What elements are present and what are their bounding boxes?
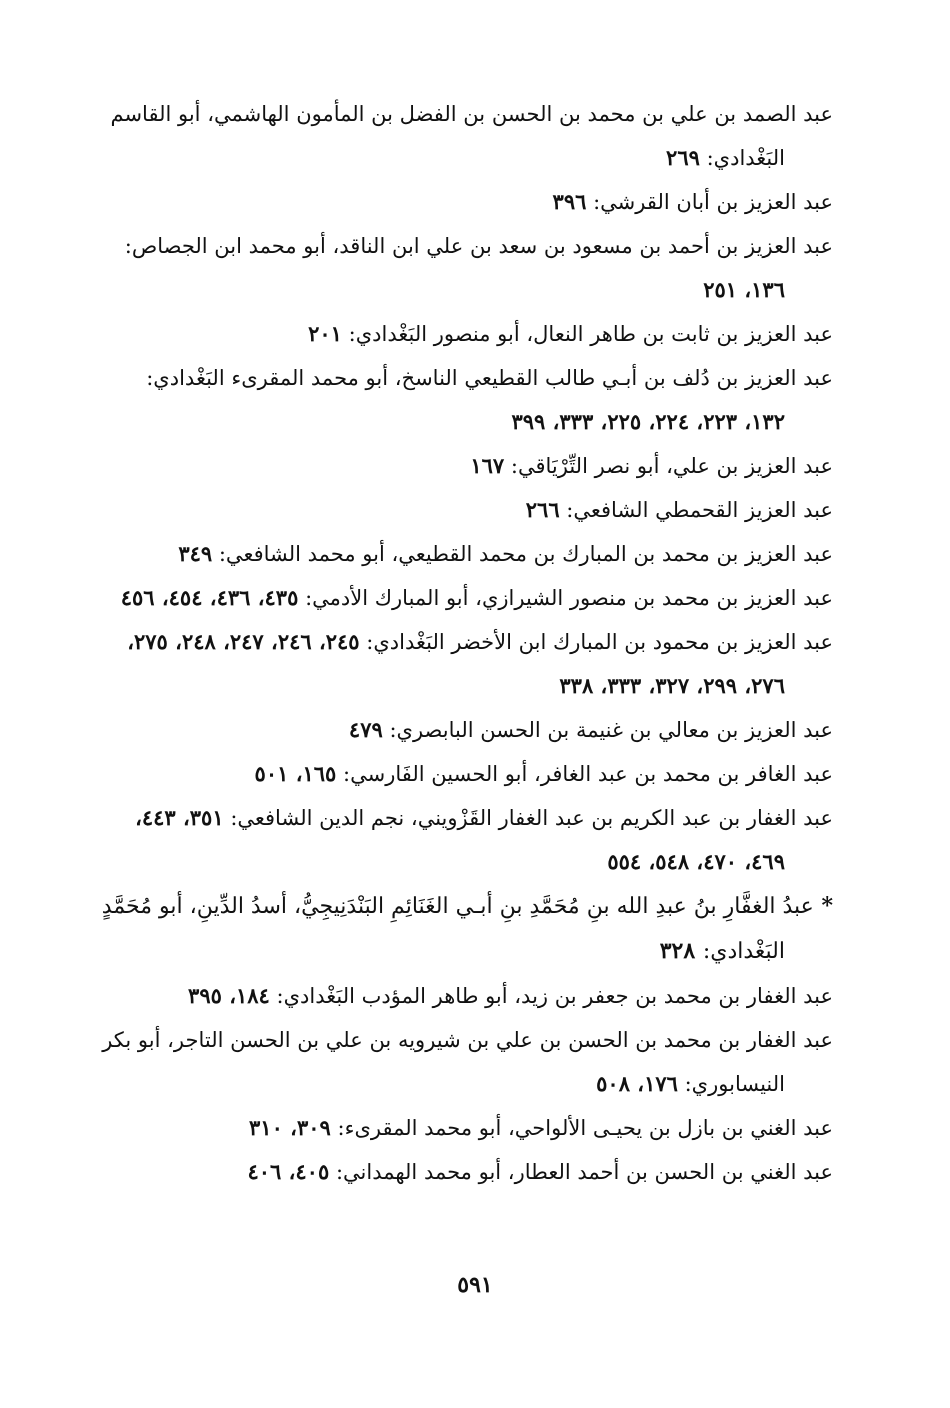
entry-page-refs: ١٨٤، ٣٩٥: [188, 983, 270, 1008]
asterisk-marker: *: [821, 893, 833, 919]
entry-name: عبد الغفار بن محمد بن الحسن بن علي بن شيرويه بن علي بن الحسن التاجر، أبو بكر النيسابوري:: [102, 1028, 833, 1096]
index-entry: [100, 356, 833, 444]
entry-name: عبد العزيز بن دُلف بن أبـي طالب القطيعي الناسخ، أبو محمد المقرىء البَغْدادي:: [146, 366, 833, 390]
entry-name: عبد الغفار بن عبد الكريم بن عبد الغفار القَزْويني، نجم الدين الشافعي:: [230, 806, 833, 830]
entry-page-refs: ١٣٦، ٢٥١: [703, 277, 785, 302]
entry-page-refs: ٢٠١: [308, 321, 342, 346]
entry-name: عبد العزيز بن محمد بن منصور الشيرازي، أبو المبارك الأدمي:: [305, 586, 833, 610]
entry-name: عبد العزيز بن أبان القرشي:: [593, 190, 833, 214]
index-entry: [100, 752, 833, 796]
entry-name: عبد العزيز بن محمد بن المبارك بن محمد القطيعي، أبو محمد الشافعي:: [218, 542, 833, 566]
entry-name: عبد العزيز بن معالي بن غنيمة بن الحسن البابصري:: [389, 718, 833, 742]
entry-page-refs: ٤٧٩: [348, 717, 383, 742]
entry-page-refs: ١٦٥، ٥٠١: [254, 761, 337, 786]
page-number: ٥٩١: [457, 1272, 493, 1298]
index-entry: [100, 1106, 833, 1150]
entry-name: عبد الغفار بن محمد بن جعفر بن زيد، أبو طاهر المؤدب البَغْدادي:: [276, 984, 833, 1008]
entry-name: عبدُ الغفَّارِ بنُ عبدِ الله بنِ مُحَمَّدِ بنِ أبـي الغَنَائِمِ البَنْدَنِيجِيُّ، أسدُ الدِّينِ، أبو مُحَمَّدٍ البَغْدادي:: [101, 894, 814, 964]
entry-page-refs: ٢٦٦: [525, 497, 560, 522]
entry-page-refs: ٢٦٩: [666, 145, 700, 170]
entry-page-refs: ٣٩٦: [552, 189, 587, 214]
featured-index-entry: [100, 884, 833, 974]
entry-page-refs: ٣٢٨: [659, 938, 696, 964]
index-entry: [100, 576, 833, 620]
entry-name: عبد العزيز بن أحمد بن مسعود بن سعد بن علي ابن الناقد، أبو محمد ابن الجصاص:: [124, 234, 833, 258]
index-entry: [100, 92, 833, 180]
index-entry: [100, 444, 833, 488]
entry-name: عبد الغني بن بازل بن يحيـى الألواحي، أبو محمد المقرىء:: [337, 1116, 833, 1140]
index-entry: [100, 796, 833, 884]
entry-page-refs: ١٦٧: [470, 453, 505, 478]
index-entry: [100, 620, 833, 708]
entry-name: عبد الغني بن الحسن بن أحمد العطار، أبو محمد الهمداني:: [335, 1160, 833, 1184]
index-entry: [100, 180, 833, 224]
index-entry: [100, 532, 833, 576]
index-entry: [100, 312, 833, 356]
entry-name: عبد الغافر بن محمد بن عبد الغافر، أبو الحسين الفَارسي:: [343, 762, 833, 786]
entry-name: عبد العزيز القحمطي الشافعي:: [566, 498, 833, 522]
index-entry: [100, 1018, 833, 1106]
entry-page-refs: ٢٤٥، ٢٤٦، ٢٤٧، ٢٤٨، ٢٧٥، ٢٧٦، ٢٩٩، ٣٢٧، ٣٣٣، ٣٣٨: [127, 629, 785, 698]
entry-name: عبد العزيز بن علي، أبو نصر التِّرْيَاقي:: [510, 454, 833, 478]
entry-name: عبد العزيز بن ثابت بن طاهر النعال، أبو منصور البَغْدادي:: [348, 322, 833, 346]
entry-page-refs: ٣٤٩: [178, 541, 213, 566]
entry-name: عبد الصمد بن علي بن محمد بن الحسن بن الفضل بن المأمون الهاشمي، أبو القاسم البَغْدادي:: [110, 102, 833, 170]
entry-page-refs: ٤٠٥، ٤٠٦: [247, 1159, 330, 1184]
index-entry: [100, 488, 833, 532]
entry-page-refs: ٣٥١، ٤٤٣، ٤٦٩، ٤٧٠، ٥٤٨، ٥٥٤: [135, 805, 785, 874]
entry-page-refs: ١٣٢، ٢٢٣، ٢٢٤، ٢٢٥، ٣٣٣، ٣٩٩: [511, 409, 785, 434]
entry-page-refs: ١٧٦، ٥٠٨: [596, 1071, 678, 1096]
index-entry: [100, 224, 833, 312]
entry-page-refs: ٣٠٩، ٣١٠: [249, 1115, 331, 1140]
index-page: [100, 92, 833, 1194]
index-entry: [100, 974, 833, 1018]
index-entry: [100, 708, 833, 752]
entry-name: عبد العزيز بن محمود بن المبارك ابن الأخضر البَغْدادي:: [366, 630, 833, 654]
entry-page-refs: ٤٣٥، ٤٣٦، ٤٥٤، ٤٥٦: [120, 585, 299, 610]
index-entry: [100, 1150, 833, 1194]
